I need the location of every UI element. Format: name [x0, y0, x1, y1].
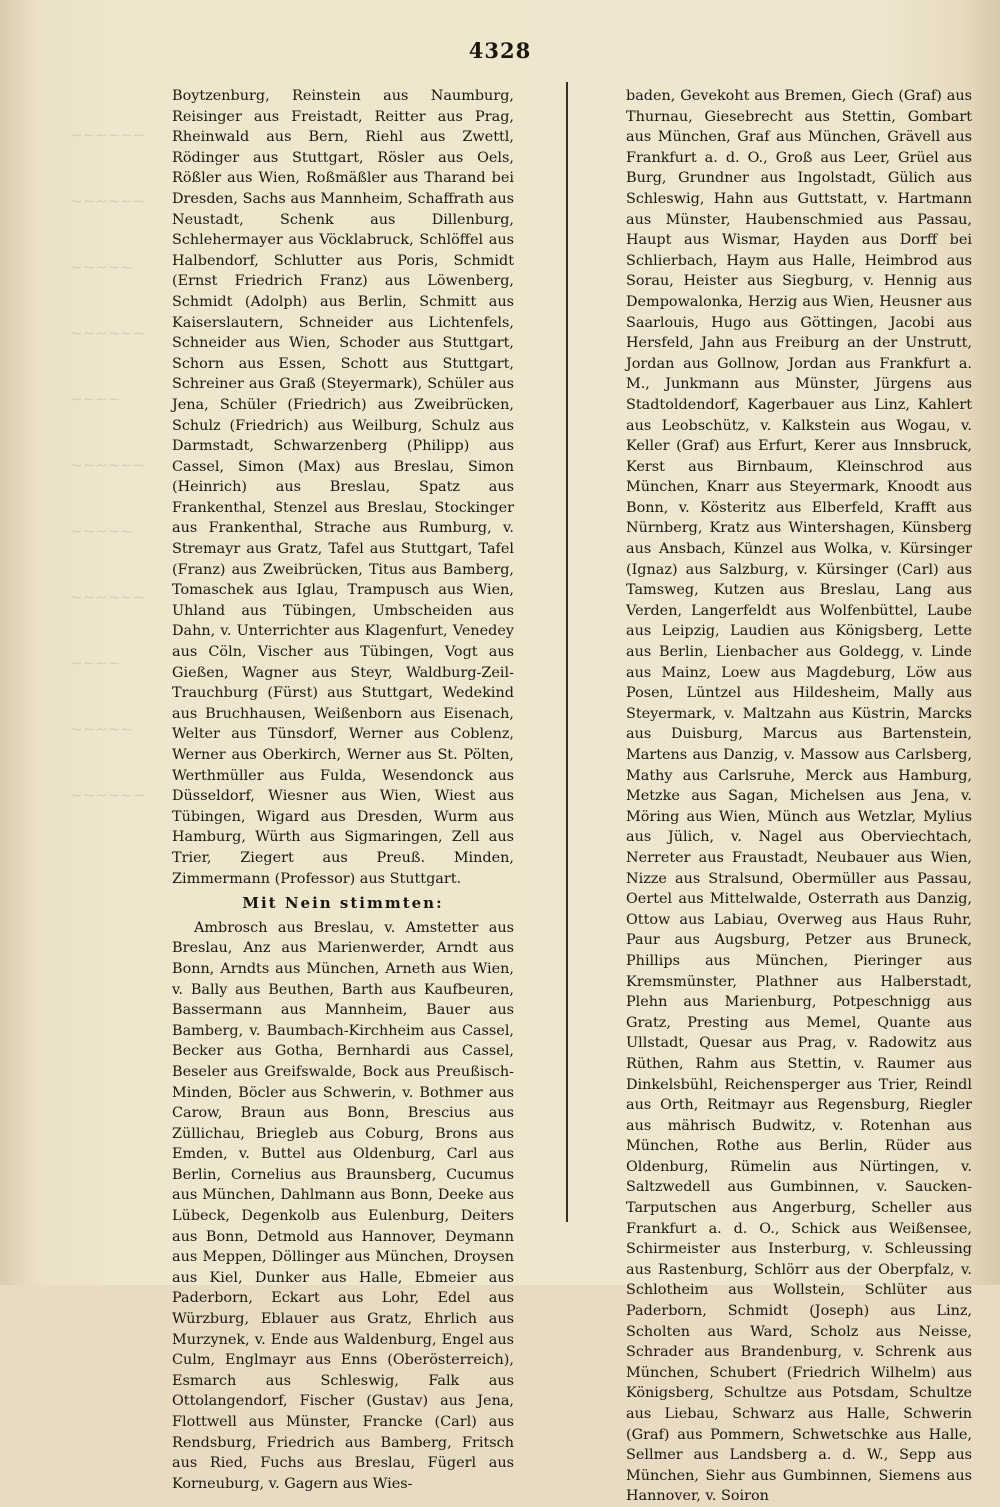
column-divider	[566, 82, 568, 1222]
right-column	[626, 86, 972, 1507]
page-number: 4328	[468, 38, 532, 63]
show-through-bleed	[70, 80, 180, 804]
left-column	[172, 86, 514, 1494]
bleed-mark: ~~~~~	[70, 522, 133, 540]
nein-list-text: Ambrosch aus Breslau, v. Amstetter aus Breslau, Anz aus Marienwerder, Arndt aus Bonn, Arndts aus München, Arneth aus Wien, v. Bally aus Beuthen, Barth aus Kaufbeuren, Bassermann aus Mannheim, Bauer aus Bamberg, v. Baumbach-Kirchheim aus Cassel, Becker aus Gotha, Bernhardi aus Cassel, Beseler aus Greifswalde, Bock aus Preußisch-Minden, Böcler aus Schwerin, v. Bothmer aus Carow, Braun aus Bonn, Brescius aus Züllichau, Briegleb aus Coburg, Brons aus Emden, v. Buttel aus Oldenburg, Carl aus Berlin, Cornelius aus Braunsberg, Cucumus aus München, Dahlmann aus Bonn, Deeke aus Lübeck, Degenkolb aus Eulenburg, Deiters aus Bonn, Detmold aus Hannover, Deymann aus Meppen, Döllinger aus München, Droysen aus Kiel, Dunker aus Halle, Ebmeier aus Paderborn, Eckart aus Lohr, Edel aus Würzburg, Eblauer aus Gratz, Ehrlich aus Murzynek, v. Ende aus Waldenburg, Engel aus Culm, Englmayr aus Enns (Oberösterreich), Esmarch aus Schleswig, Falk aus Ottolangendorf, Fischer (Gustav) aus Jena, Flottwell aus Münster, Francke (Carl) aus Rendsburg, Friedrich aus Bamberg, Fritsch aus Ried, Fuchs aus Breslau, Fügerl aus Korneuburg, v. Gagern aus Wies-	[172, 919, 514, 1492]
bleed-mark: ~~~~	[70, 654, 121, 672]
bleed-mark: ~~~~~~	[70, 456, 146, 474]
bleed-mark: ~~~~~~	[70, 126, 146, 144]
bleed-mark: ~~~~~~	[70, 786, 146, 804]
nein-heading: Mit Nein stimmten:	[242, 894, 444, 913]
bleed-mark: ~~~~	[70, 390, 121, 408]
bleed-mark: ~~~~~~	[70, 324, 146, 342]
bleed-mark: ~~~~~~	[70, 192, 146, 210]
bleed-mark: ~~~~~~	[70, 588, 146, 606]
left-continuation-text: Boytzenburg, Reinstein aus Naumburg, Reisinger aus Freistadt, Reitter aus Prag, Rheinwald aus Bern, Riehl aus Zwettl, Rödinger aus Stuttgart, Rösler aus Oels, Rößler aus Wien, Roßmäßler aus Tharand bei Dresden, Sachs aus Mannheim, Schaffrath aus Neustadt, Schenk aus Dillenburg, Schlehermayer aus Vöcklabruck, Schlöffel aus Halbendorf, Schlutter aus Poris, Schmidt (Ernst Friedrich Franz) aus Löwenberg, Schmidt (Adolph) aus Berlin, Schmitt aus Kaiserslautern, Schneider aus Lichtenfels, Schneider aus Wien, Schoder aus Stuttgart, Schorn aus Essen, Schott aus Stuttgart, Schreiner aus Graß (Steyermark), Schüler aus Jena, Schüler (Friedrich) aus Zweibrücken, Schulz (Friedrich) aus Weilburg, Schulz aus Darmstadt, Schwarzenberg (Philipp) aus Cassel, Simon (Max) aus Breslau, Simon (Heinrich) aus Breslau, Spatz aus Frankenthal, Stenzel aus Breslau, Stockinger aus Frankenthal, Strache aus Rumburg, v. Stremayr aus Gratz, Tafel aus Stuttgart, Tafel (Franz) aus Zweibrücken, Titus aus Bamberg, Tomaschek aus Iglau, Trampusch aus Wien, Uhland aus Tübingen, Umbscheiden aus Dahn, v. Unterrichter aus Klagenfurt, Venedey aus Cöln, Vischer aus Tübingen, Vogt aus Gießen, Wagner aus Steyr, Waldburg-Zeil-Trauchburg (Fürst) aus Stuttgart, Wedekind aus Bruchhausen, Weißenborn aus Eisenach, Welter aus Tünsdorf, Werner aus Coblenz, Werner aus Oberkirch, Werner aus St. Pölten, Werthmüller aus Fulda, Wesendonck aus Düsseldorf, Wiesner aus Wien, Wiest aus Tübingen, Wigard aus Dresden, Wurm aus Hamburg, Würth aus Sigmaringen, Zell aus Trier, Ziegert aus Preuß. Minden, Zimmermann (Professor) aus Stuttgart.	[172, 88, 514, 887]
right-column-text: baden, Gevekoht aus Bremen, Giech (Graf) aus Thurnau, Giesebrecht aus Stettin, Gombart aus München, Graf aus München, Grävell aus Frankfurt a. d. O., Groß aus Leer, Grüel aus Burg, Grundner aus Ingolstadt, Gülich aus Schleswig, Hahn aus Guttstatt, v. Hartmann aus Münster, Haubenschmied aus Passau, Haupt aus Wismar, Hayden aus Dorff bei Schlierbach, Haym aus Halle, Heimbrod aus Sorau, Heister aus Siegburg, v. Hennig aus Dempowalonka, Herzig aus Wien, Heusner aus Saarlouis, Hugo aus Göttingen, Jacobi aus Hersfeld, Jahn aus Freiburg an der Unstrutt, Jordan aus Gollnow, Jordan aus Frankfurt a. M., Junkmann aus Münster, Jürgens aus Stadtoldendorf, Kagerbauer aus Linz, Kahlert aus Leobschütz, v. Kalkstein aus Wogau, v. Keller (Graf) aus Erfurt, Kerer aus Innsbruck, Kerst aus Birnbaum, Kleinschrod aus München, Knarr aus Steyermark, Knoodt aus Bonn, v. Kösteritz aus Elberfeld, Krafft aus Nürnberg, Kratz aus Wintershagen, Künsberg aus Ansbach, Künzel aus Wolka, v. Kürsinger (Ignaz) aus Salzburg, v. Kürsinger (Carl) aus Tamsweg, Kutzen aus Breslau, Lang aus Verden, Langerfeldt aus Wolfenbüttel, Laube aus Leipzig, Laudien aus Königsberg, Lette aus Berlin, Lienbacher aus Goldegg, v. Linde aus Mainz, Loew aus Magdeburg, Löw aus Posen, Lüntzel aus Hildesheim, Mally aus Steyermark, v. Maltzahn aus Küstrin, Marcks aus Duisburg, Marcus aus Bartenstein, Martens aus Danzig, v. Massow aus Carlsberg, Mathy aus Carlsruhe, Merck aus Hamburg, Metzke aus Sagan, Michelsen aus Jena, v. Möring aus Wien, Münch aus Wetzlar, Mylius aus Jülich, v. Nagel aus Oberviechtach, Nerreter aus Fraustadt, Neubauer aus Wien, Nizze aus Stralsund, Obermüller aus Passau, Oertel aus Mittelwalde, Osterrath aus Danzig, Ottow aus Labiau, Overweg aus Haus Ruhr, Paur aus Augsburg, Petzer aus Bruneck, Phillips aus München, Pieringer aus Kremsmünster, Plathner aus Halberstadt, Plehn aus Marienburg, Potpeschnigg aus Gratz, Presting aus Memel, Quante aus Ullstadt, Quesar aus Prag, v. Radowitz aus Rüthen, Rahm aus Stettin, v. Raumer aus Dinkelsbühl, Reichensperger aus Trier, Reindl aus Orth, Reitmayr aus Regensburg, Riegler aus mährisch Budwitz, v. Rotenhan aus München, Rothe aus Berlin, Rüder aus Oldenburg, Rümelin aus Nürtingen, v. Saltzwedell aus Gumbinnen, v. Saucken-Tarputschen aus Angerburg, Scheller aus Frankfurt a. d. O., Schick aus Weißensee, Schirmeister aus Insterburg, v. Schleussing aus Rastenburg, Schlörr aus der Oberpfalz, v. Schlotheim aus Wollstein, Schlüter aus Paderborn, Schmidt (Joseph) aus Linz, Scholten aus Ward, Scholz aus Neisse, Schrader aus Brandenburg, v. Schrenk aus München, Schubert (Friedrich Wilhelm) aus Königsberg, Schultze aus Potsdam, Schultze aus Liebau, Schwarz aus Halle, Schwerin (Graf) aus Pommern, Schwetschke aus Halle, Sellmer aus Landsberg a. d. W., Sepp aus München, Siehr aus Gumbinnen, Siemens aus Hannover, v. Soiron	[626, 88, 972, 1505]
bleed-mark: ~~~~~	[70, 720, 133, 738]
bleed-mark: ~~~~~	[70, 258, 133, 276]
